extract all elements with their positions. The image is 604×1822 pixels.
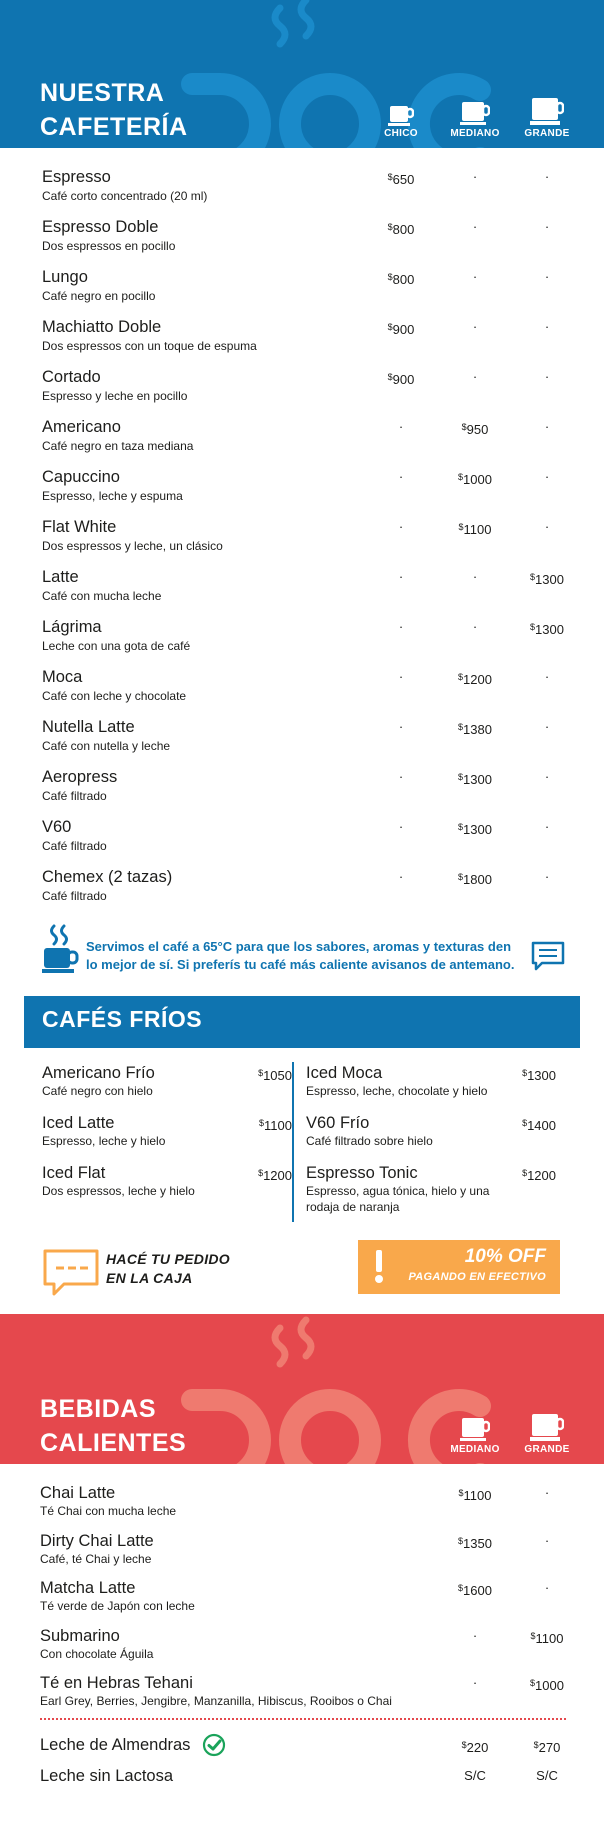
item-description: Dos espressos y leche, un clásico <box>42 539 223 553</box>
notice-line2: lo mejor de sí. Si preferís tu café más caliente avisanos de antemano. <box>86 957 515 972</box>
item-price-mediano: $1100 <box>458 522 492 537</box>
item-price-mediano: · <box>472 169 478 184</box>
item-price-chico: · <box>398 719 404 734</box>
item-name: Aeropress <box>42 768 118 786</box>
item-price-grande: $1100 <box>530 1630 564 1646</box>
item-price-chico: · <box>398 569 404 584</box>
coffee-cup-icon <box>460 100 490 126</box>
chat-icon <box>530 940 566 972</box>
item-description: Café negro en pocillo <box>42 289 156 303</box>
menu-item <box>0 216 604 266</box>
item-price-mediano: · <box>472 269 478 284</box>
item-name: Espresso Doble <box>42 218 159 236</box>
item-description: Café con leche y chocolate <box>42 689 187 703</box>
temperature-notice <box>42 920 572 982</box>
menu-item <box>0 616 604 666</box>
item-price-grande: · <box>544 669 550 684</box>
item-name: Americano Frío <box>42 1064 155 1082</box>
item-name: Cortado <box>42 368 101 386</box>
item-description: Café filtrado <box>42 789 107 803</box>
item-price-grande: · <box>544 269 550 284</box>
item-price-chico: · <box>398 869 404 884</box>
menu-item <box>0 716 604 766</box>
item-name: Espresso <box>42 168 111 186</box>
item-price-mediano: · <box>472 1627 478 1643</box>
item-price-mediano: · <box>472 369 478 384</box>
item-price-mediano: · <box>472 319 478 334</box>
item-price: $1050 <box>258 1068 292 1083</box>
menu-item <box>0 866 604 916</box>
item-price-grande: S/C <box>536 1768 558 1783</box>
item-description: Café filtrado sobre hielo <box>306 1134 433 1148</box>
item-description: Dos espressos con un toque de espuma <box>42 339 257 353</box>
item-price: $1300 <box>522 1068 556 1083</box>
notice-text <box>86 938 516 974</box>
discount-main: 10% OFF <box>464 1246 546 1267</box>
order-at-counter-banner <box>42 1248 302 1298</box>
item-description: Café corto concentrado (20 ml) <box>42 189 208 203</box>
item-price-grande: · <box>544 319 550 334</box>
cold-menu-item <box>42 1112 292 1162</box>
item-name: V60 Frío <box>306 1114 370 1132</box>
item-price-chico: · <box>398 769 404 784</box>
hot-title-line1: BEBIDAS <box>40 1395 157 1423</box>
item-description: Café con mucha leche <box>42 589 162 603</box>
item-price-grande: · <box>544 519 550 534</box>
item-price-grande: · <box>544 419 550 434</box>
menu-item <box>0 816 604 866</box>
item-description: Dos espressos en pocillo <box>42 239 176 253</box>
size-grande <box>512 96 582 139</box>
hot-title-line2: CALIENTES <box>40 1429 187 1457</box>
hot-size-label-grande: GRANDE <box>524 1444 570 1455</box>
coffee-cup-icon <box>388 104 414 126</box>
item-price-mediano: $1380 <box>458 722 492 737</box>
size-label-chico: CHICO <box>384 128 418 139</box>
item-description: Espresso, leche y hielo <box>42 1134 166 1148</box>
cold-menu-item <box>306 1162 556 1212</box>
item-name: Lungo <box>42 268 88 286</box>
item-price: $1200 <box>522 1168 556 1183</box>
item-price-mediano: $1000 <box>458 472 492 487</box>
item-description: Con chocolate Águila <box>40 1646 154 1661</box>
order-line2: EN LA CAJA <box>106 1270 193 1286</box>
item-description: Café negro en taza mediana <box>42 439 194 453</box>
item-price-grande: $1300 <box>530 622 564 637</box>
notice-line1: Servimos el café a 65°C para que los sabores, aromas y texturas den <box>86 939 512 954</box>
item-price-grande: · <box>544 719 550 734</box>
item-description: Café negro con hielo <box>42 1084 153 1098</box>
size-chico <box>366 104 436 139</box>
item-price-grande: · <box>544 869 550 884</box>
item-price-chico: · <box>398 519 404 534</box>
item-price-grande: · <box>544 819 550 834</box>
item-price-chico: $800 <box>387 272 415 287</box>
cold-coffee-divider <box>292 1062 294 1222</box>
check-icon <box>202 1733 226 1757</box>
dotted-divider <box>40 1718 566 1720</box>
item-price-chico: $650 <box>387 172 415 187</box>
item-price-chico: · <box>398 819 404 834</box>
item-name: Latte <box>42 568 79 586</box>
milk-extra-item <box>0 1765 604 1793</box>
item-description: Dos espressos, leche y hielo <box>42 1184 195 1198</box>
item-name: Lágrima <box>42 618 102 636</box>
item-price-chico: · <box>398 619 404 634</box>
menu-item <box>0 466 604 516</box>
item-description: Espresso, leche, chocolate y hielo <box>306 1084 488 1098</box>
item-name: Dirty Chai Latte <box>40 1531 154 1550</box>
chat-bubble-icon <box>42 1248 100 1298</box>
item-name: Iced Moca <box>306 1064 383 1082</box>
item-price-mediano: $1600 <box>458 1583 492 1598</box>
order-line1: HACÉ TU PEDIDO <box>106 1251 230 1267</box>
menu-item <box>0 316 604 366</box>
item-price-chico: $800 <box>387 222 415 237</box>
item-price-mediano: $220 <box>461 1740 489 1755</box>
item-price-grande: · <box>544 219 550 234</box>
item-name: Chai Latte <box>40 1484 116 1502</box>
item-price-mediano: · <box>472 1675 478 1690</box>
menu-item <box>0 766 604 816</box>
cold-coffee-header <box>24 996 580 1048</box>
item-price-mediano: $1100 <box>458 1488 492 1503</box>
cold-menu-item <box>306 1112 556 1162</box>
menu-item <box>0 266 604 316</box>
item-description: Café filtrado <box>42 889 107 903</box>
item-description: Café filtrado <box>42 839 107 853</box>
item-price: $1200 <box>258 1168 292 1183</box>
item-name: Leche de Almendras <box>40 1736 191 1754</box>
cold-menu-item <box>42 1062 292 1112</box>
item-price-grande: $1300 <box>530 572 564 587</box>
item-price-grande: · <box>544 1532 550 1548</box>
item-name: Iced Flat <box>42 1164 106 1182</box>
item-price-mediano: $950 <box>461 422 489 437</box>
item-price-mediano: $1350 <box>458 1535 492 1551</box>
size-label-grande: GRANDE <box>524 128 570 139</box>
item-name: Americano <box>42 418 121 436</box>
item-name: Machiatto Doble <box>42 318 162 336</box>
cafeteria-title <box>40 76 188 144</box>
item-name: Matcha Latte <box>40 1579 136 1597</box>
cold-menu-item <box>306 1062 556 1112</box>
item-price-grande: $1000 <box>530 1678 564 1693</box>
item-price-chico: $900 <box>387 372 415 387</box>
steaming-cup-icon <box>42 924 80 974</box>
menu-item <box>0 666 604 716</box>
item-name: V60 <box>42 818 72 836</box>
item-price: $1400 <box>522 1118 556 1133</box>
discount-sub: PAGANDO EN EFECTIVO <box>408 1271 546 1283</box>
item-price-chico: · <box>398 469 404 484</box>
hot-menu-item <box>0 1482 604 1532</box>
coffee-cup-icon <box>530 96 564 126</box>
item-price-mediano: · <box>472 219 478 234</box>
hot-menu-item <box>0 1625 604 1675</box>
item-price: $1100 <box>259 1118 292 1133</box>
item-price-grande: · <box>544 469 550 484</box>
item-name: Chemex (2 tazas) <box>42 868 173 886</box>
item-description: Espresso y leche en pocillo <box>42 389 188 403</box>
milk-extra-item <box>0 1734 604 1762</box>
item-price-grande: · <box>544 369 550 384</box>
item-name: Iced Latte <box>42 1114 115 1132</box>
warning-icon <box>374 1250 384 1284</box>
item-price-grande: · <box>544 1485 550 1500</box>
item-price-grande: · <box>544 169 550 184</box>
item-description: Té verde de Japón con leche <box>40 1599 195 1613</box>
item-price-chico: · <box>398 669 404 684</box>
hot-menu-item <box>0 1530 604 1580</box>
item-name: Espresso Tonic <box>306 1164 418 1182</box>
item-price-chico: · <box>398 419 404 434</box>
cold-menu-item <box>42 1162 292 1212</box>
item-name: Nutella Latte <box>42 718 135 736</box>
item-description: Leche con una gota de café <box>42 639 191 653</box>
item-price-mediano: $1300 <box>458 822 492 837</box>
item-description: Té Chai con mucha leche <box>40 1504 177 1518</box>
item-name: Capuccino <box>42 468 120 486</box>
item-description: Earl Grey, Berries, Jengibre, Manzanilla, Hibiscus, Rooibos o Chai <box>40 1694 392 1708</box>
item-price-mediano: S/C <box>464 1768 486 1783</box>
item-description: Espresso, agua tónica, hielo y una rodaja de naranja <box>306 1184 490 1214</box>
hot-size-grande <box>512 1412 582 1455</box>
item-price-chico: $900 <box>387 322 415 337</box>
item-description: Café con nutella y leche <box>42 739 171 753</box>
menu-item <box>0 166 604 216</box>
cafeteria-title-line2: CAFETERÍA <box>40 113 188 141</box>
order-text <box>106 1250 230 1288</box>
item-price-mediano: · <box>472 569 478 584</box>
size-mediano <box>440 100 510 139</box>
menu-item <box>0 516 604 566</box>
hot-size-label-mediano: MEDIANO <box>450 1444 500 1455</box>
item-name: Submarino <box>40 1626 120 1645</box>
coffee-cup-icon <box>530 1412 564 1442</box>
menu-item <box>0 566 604 616</box>
size-label-mediano: MEDIANO <box>450 128 500 139</box>
item-description: Café, té Chai y leche <box>40 1551 152 1566</box>
item-price-mediano: $1200 <box>458 672 492 687</box>
item-price-grande: · <box>544 1580 550 1595</box>
cafeteria-title-line1: NUESTRA <box>40 79 165 107</box>
item-price-mediano: $1800 <box>458 872 492 887</box>
hot-size-mediano <box>440 1416 510 1455</box>
menu-item <box>0 366 604 416</box>
hot-menu-item <box>0 1577 604 1627</box>
menu-item <box>0 416 604 466</box>
cold-coffee-title: CAFÉS FRÍOS <box>42 1006 203 1032</box>
coffee-cup-icon <box>460 1416 490 1442</box>
item-price-grande: $270 <box>533 1740 561 1755</box>
item-name: Flat White <box>42 518 117 536</box>
item-price-mediano: $1300 <box>458 772 492 787</box>
item-name: Moca <box>42 668 83 686</box>
item-description: Espresso, leche y espuma <box>42 489 183 503</box>
item-price-mediano: · <box>472 619 478 634</box>
item-name: Leche sin Lactosa <box>40 1767 174 1785</box>
item-name: Té en Hebras Tehani <box>40 1674 193 1692</box>
hot-menu-item <box>0 1672 604 1722</box>
item-price-grande: · <box>544 769 550 784</box>
cash-discount-banner <box>358 1240 560 1294</box>
hot-drinks-title <box>40 1392 186 1460</box>
